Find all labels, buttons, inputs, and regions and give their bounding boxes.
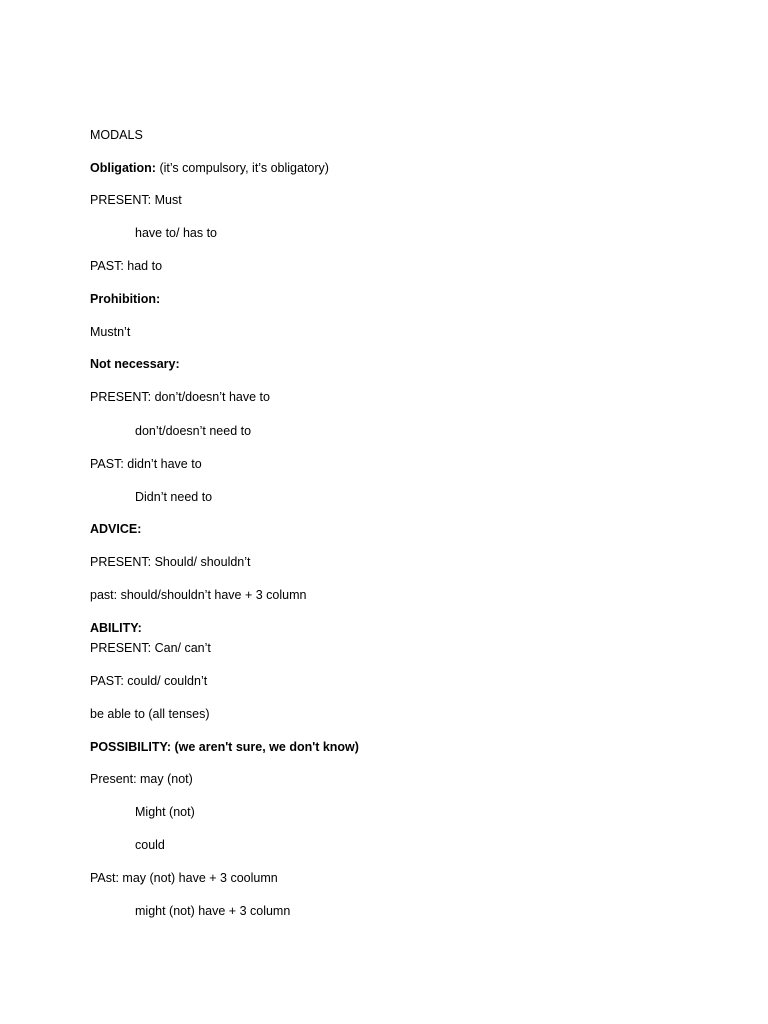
text-line: Present: may (not) <box>90 772 193 786</box>
text-line: PRESENT: Should/ shouldn’t <box>90 555 251 569</box>
text-line-indented: Didn’t need to <box>135 490 213 504</box>
text-line: be able to (all tenses) <box>90 707 210 721</box>
text-line-indented: have to/ has to <box>135 226 218 240</box>
heading-ability: ABILITY: <box>90 621 142 635</box>
text-line-indented: could <box>135 838 165 852</box>
text-line: PRESENT: Must <box>90 193 182 207</box>
text-line: Mustn’t <box>90 325 131 339</box>
text-line: PAst: may (not) have + 3 coolumn <box>90 871 278 885</box>
heading-not-necessary: Not necessary: <box>90 357 180 371</box>
text-line: PAST: didn’t have to <box>90 457 202 471</box>
section-obligation <box>90 160 329 176</box>
heading-prohibition: Prohibition: <box>90 292 161 306</box>
obligation-note: (it’s compulsory, it’s obligatory) <box>155 161 329 175</box>
text-line: past: should/shouldn’t have + 3 column <box>90 588 307 602</box>
text-line-indented: Might (not) <box>135 805 195 819</box>
text-line: PAST: could/ couldn’t <box>90 674 208 688</box>
heading-possibility: POSSIBILITY: (we aren't sure, we don't know) <box>90 740 359 754</box>
document-title: MODALS <box>90 128 143 142</box>
heading-advice: ADVICE: <box>90 522 142 536</box>
text-line-indented: might (not) have + 3 column <box>135 904 291 918</box>
text-line-indented: don’t/doesn’t need to <box>135 424 252 438</box>
heading-obligation: Obligation: <box>90 161 156 175</box>
text-line: PRESENT: don’t/doesn’t have to <box>90 390 270 404</box>
text-line: PAST: had to <box>90 259 163 273</box>
text-line: PRESENT: Can/ can’t <box>90 641 211 655</box>
